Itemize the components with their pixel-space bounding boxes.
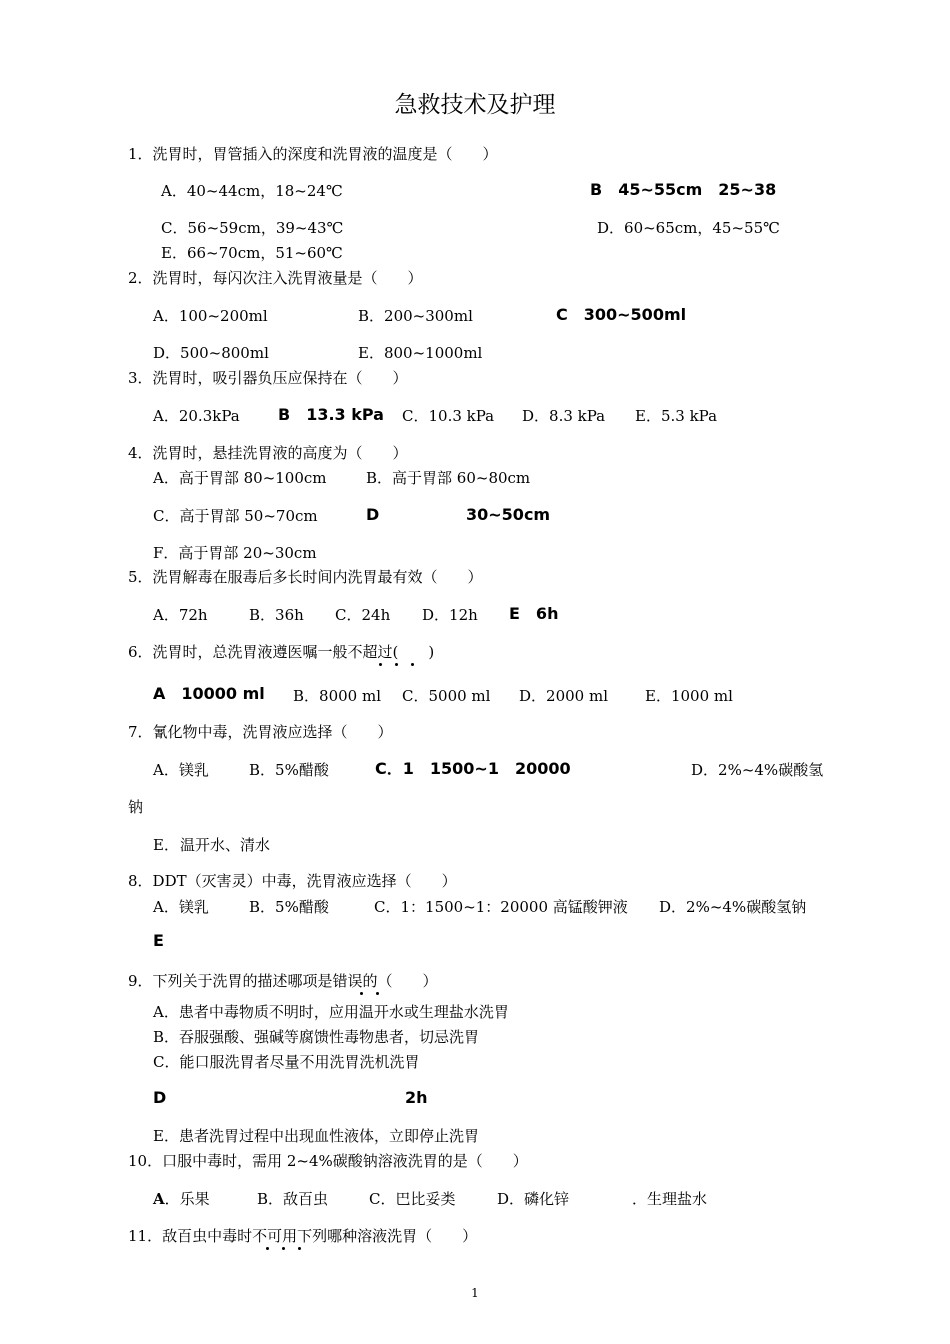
option-1a: A．40~44cm，18~24℃ <box>161 182 343 200</box>
option-2d: D．500~800ml <box>153 344 269 362</box>
emphasis-dot <box>360 992 363 995</box>
option-8b: B．5%醋酸 <box>249 898 329 916</box>
emphasis-dot <box>282 1247 285 1250</box>
option-7e-text: 温开水、清水 <box>180 836 271 854</box>
question-1: 1．洗胃时，胃管插入的深度和洗胃液的温度是（ ） <box>128 145 498 163</box>
question-10: 10．口服中毒时，需用 2~4%碳酸钠溶液洗胃的是（ ） <box>128 1152 528 1170</box>
question-6: 6．洗胃时，总洗胃液遵医嘱一般不超过( ) <box>128 643 435 661</box>
question-5: 5．洗胃解毒在服毒后多长时间内洗胃最有效（ ） <box>128 568 483 586</box>
option-10e: ．生理盐水 <box>632 1190 708 1208</box>
option-4f: F．高于胃部 20~30cm <box>153 544 317 562</box>
option-10c: C．巴比妥类 <box>369 1190 456 1208</box>
option-6a: A 10000 ml <box>153 684 265 703</box>
option-7d: D．2%~4%碳酸氢 <box>691 761 824 779</box>
option-9d-label: D <box>153 1088 167 1107</box>
option-10b: B．敌百虫 <box>257 1190 329 1208</box>
option-1d: D．60~65cm，45~55℃ <box>597 219 780 237</box>
option-5e: E 6h <box>509 604 559 623</box>
question-4: 4．洗胃时，悬挂洗胃液的高度为（ ） <box>128 444 408 462</box>
option-5d: D．12h <box>422 606 478 624</box>
option-9a: A．患者中毒物质不明时，应用温开水或生理盐水洗胃 <box>153 1003 509 1021</box>
option-7b: B．5%醋酸 <box>249 761 329 779</box>
emphasis-dot <box>298 1247 301 1250</box>
option-5b: B．36h <box>249 606 304 624</box>
option-9c: C．能口服洗胃者尽量不用洗胃洗机洗胃 <box>153 1053 420 1071</box>
option-10a <box>153 1190 210 1208</box>
option-5a: A．72h <box>153 606 208 624</box>
option-2e: E．800~1000ml <box>358 344 483 362</box>
option-2c: C 300~500ml <box>556 305 687 324</box>
option-7d-continued: 钠 <box>128 798 144 816</box>
option-1c: C．56~59cm，39~43℃ <box>161 219 344 237</box>
option-4d-value: 30~50cm <box>466 505 551 524</box>
emphasis-dot <box>411 663 414 666</box>
emphasis-dot <box>379 663 382 666</box>
option-8a: A．镁乳 <box>153 898 209 916</box>
option-8e: E <box>153 931 164 950</box>
option-4c: C．高于胃部 50~70cm <box>153 507 318 525</box>
option-2a: A．100~200ml <box>153 307 268 325</box>
document-title: 急救技术及护理 <box>394 92 556 118</box>
question-9: 9．下列关于洗胃的描述哪项是错误的（ ） <box>128 972 438 990</box>
option-6d: D．2000 ml <box>519 687 608 705</box>
option-3a: A．20.3kPa <box>153 407 240 425</box>
option-3d: D．8.3 kPa <box>522 407 606 425</box>
option-8d: D．2%~4%碳酸氢钠 <box>659 898 807 916</box>
option-10a-text: ．乐果 <box>164 1190 210 1208</box>
option-4b: B．高于胃部 60~80cm <box>366 469 531 487</box>
option-1b: B 45~55cm 25~38 <box>590 180 777 199</box>
option-9d-value: 2h <box>405 1088 428 1107</box>
option-7a: A．镁乳 <box>153 761 209 779</box>
emphasis-dot <box>395 663 398 666</box>
option-3e: E．5.3 kPa <box>635 407 718 425</box>
emphasis-dot <box>266 1247 269 1250</box>
option-4a: A．高于胃部 80~100cm <box>153 469 327 487</box>
emphasis-dot <box>376 992 379 995</box>
option-6c: C．5000 ml <box>402 687 491 705</box>
option-2b: B．200~300ml <box>358 307 473 325</box>
option-8c: C．1：1500~1：20000 高锰酸钾液 <box>374 898 628 916</box>
option-3c: C．10.3 kPa <box>402 407 495 425</box>
option-1e: E．66~70cm，51~60℃ <box>161 244 343 262</box>
question-2: 2．洗胃时，每闪次注入洗胃液量是（ ） <box>128 269 423 287</box>
option-6b: B．8000 ml <box>293 687 381 705</box>
option-5c: C．24h <box>335 606 391 624</box>
page-number: 1 <box>471 1286 479 1300</box>
question-11: 11．敌百虫中毒时不可用下列哪种溶液洗胃（ ） <box>128 1227 478 1245</box>
option-7c: C．1 1500~1 20000 <box>375 759 571 778</box>
option-6e: E．1000 ml <box>645 687 733 705</box>
question-3: 3．洗胃时，吸引器负压应保持在（ ） <box>128 369 408 387</box>
option-7e-label: E． <box>153 836 179 854</box>
option-10a-label: A <box>153 1190 165 1208</box>
question-8: 8．DDT（灭害灵）中毒，洗胃液应选择（ ） <box>128 872 457 890</box>
option-9e: E．患者洗胃过程中出现血性液体，立即停止洗胃 <box>153 1127 479 1145</box>
option-10d: D．磷化锌 <box>497 1190 570 1208</box>
option-3b: B 13.3 kPa <box>278 405 384 424</box>
option-9b: B．吞服强酸、强碱等腐馈性毒物患者，切忌洗胃 <box>153 1028 480 1046</box>
option-4d-label: D <box>366 505 380 524</box>
question-7: 7．氰化物中毒，洗胃液应选择（ ） <box>128 723 393 741</box>
